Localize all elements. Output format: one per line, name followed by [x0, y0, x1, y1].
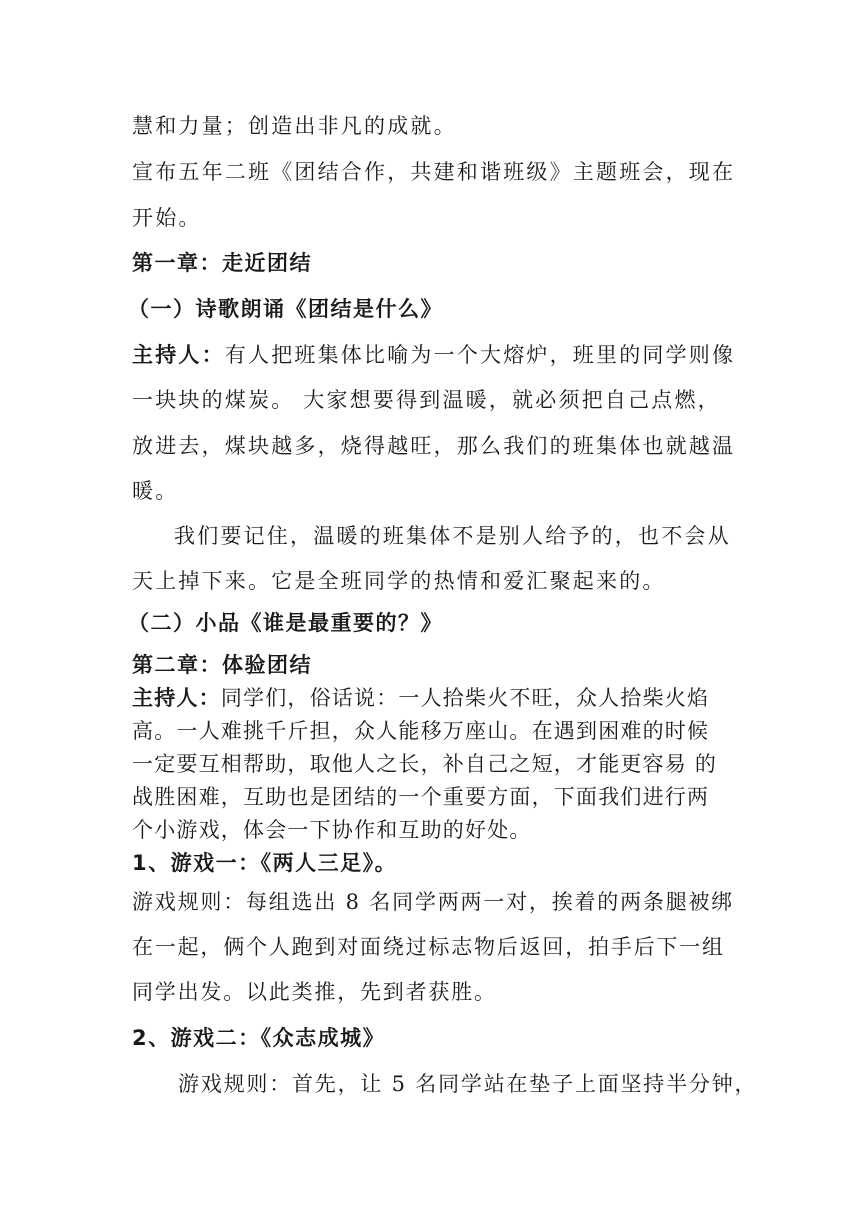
text-line: 一块块的煤炭。 大家想要得到温暖，就必须把自己点燃，: [132, 388, 721, 412]
text-segment: 同学们，俗话说：一人拾柴火不旺，众人拾柴火焰: [220, 686, 710, 710]
text-line: 同学出发。以此类推，先到者获胜。: [132, 980, 497, 1004]
subsection-heading: 1、游戏一：《两人三足》。: [132, 851, 398, 875]
text-line: 暖。: [132, 479, 179, 503]
text-line: 战胜困难，互助也是团结的一个重要方面，下面我们进行两: [132, 785, 710, 809]
text-segment: 有人把班集体比喻为一个大熔炉，班里的同学则像: [224, 343, 736, 367]
text-line: 开始。: [132, 206, 202, 230]
text-line: 天上掉下来。它是全班同学的热情和爱汇聚起来的。: [132, 569, 666, 593]
host-label: 主持人：: [132, 343, 225, 367]
text-line: 慧和力量；创造出非凡的成就。: [132, 114, 457, 138]
host-paragraph-line: [132, 683, 709, 713]
text-line: 宣布五年二班《团结合作，共建和谐班级》主题班会，现在: [132, 160, 736, 184]
text-line: 在一起，俩个人跑到对面绕过标志物后返回，拍手后下一组: [132, 935, 725, 959]
text-line: 高。一人难挑千斤担，众人能移万座山。在遇到困难的时候: [132, 719, 710, 743]
chapter-heading: 第一章：走近团结: [132, 251, 312, 275]
text-line: 一定要互相帮助，取他人之长，补自己之短，才能更容易 的: [132, 752, 718, 776]
subsection-heading: 2、游戏二：《众志成城》: [132, 1026, 386, 1050]
text-line: 游戏规则：每组选出 8 名同学两两一对，挨着的两条腿被绑: [132, 890, 735, 914]
text-line: 放进去，煤块越多，烧得越旺，那么我们的班集体也就越温: [132, 434, 736, 458]
host-paragraph-line: [132, 340, 735, 370]
host-label: 主持人：: [132, 686, 221, 710]
chapter-heading: 第二章：体验团结: [132, 653, 312, 677]
text-line: 我们要记住，温暖的班集体不是别人给予的，也不会从: [174, 524, 731, 548]
section-heading: （二）小品《谁是最重要的？》: [128, 611, 443, 635]
text-line: 游戏规则：首先，让 5 名同学站在垫子上面坚持半分钟，: [178, 1072, 758, 1096]
text-line: 个小游戏，体会一下协作和互助的好处。: [132, 818, 532, 842]
section-heading: （一）诗歌朗诵《团结是什么》: [128, 297, 443, 321]
